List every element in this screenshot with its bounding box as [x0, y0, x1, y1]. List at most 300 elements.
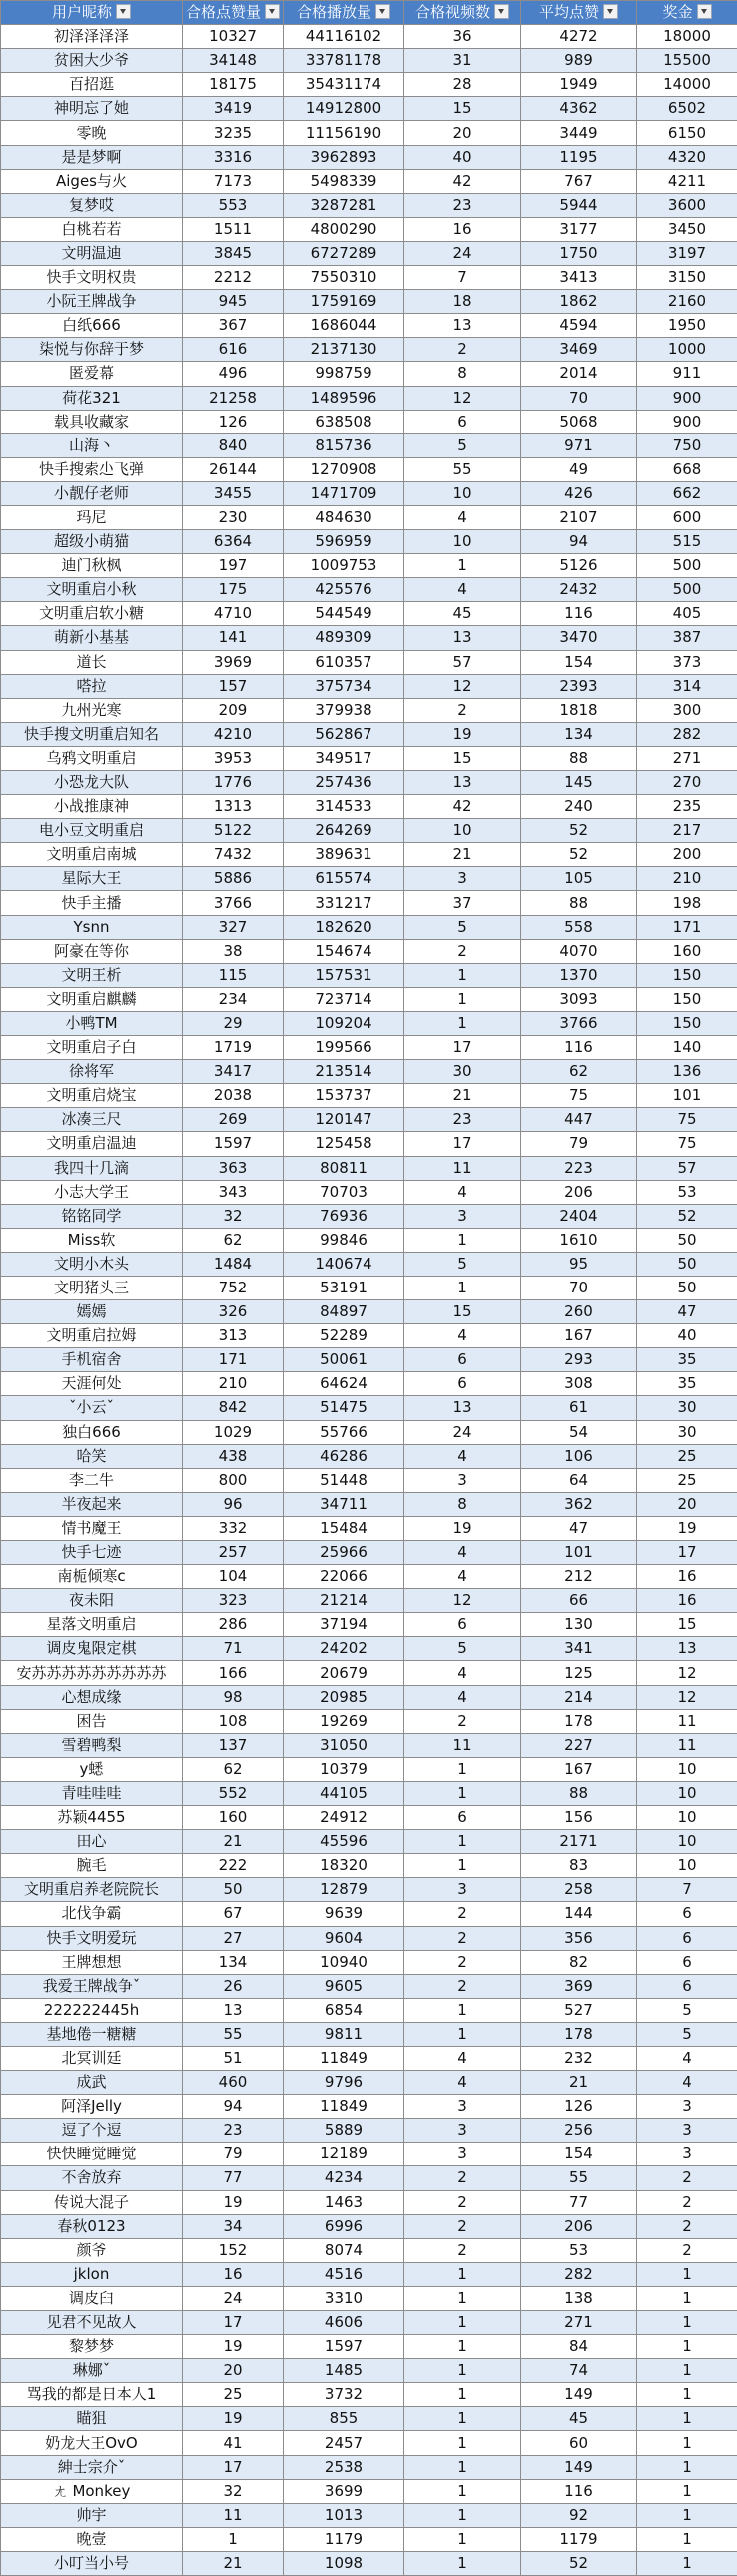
- cell-qualified-plays[interactable]: 22066: [284, 1565, 404, 1589]
- cell-nickname[interactable]: 哈笑: [1, 1444, 183, 1468]
- cell-bonus[interactable]: 150: [637, 1011, 737, 1035]
- cell-qualified-likes[interactable]: 1: [183, 2527, 284, 2551]
- cell-bonus[interactable]: 1: [637, 2407, 737, 2431]
- cell-qualified-likes[interactable]: 3419: [183, 97, 284, 121]
- cell-qualified-plays[interactable]: 120147: [284, 1108, 404, 1132]
- header-bonus[interactable]: 奖金: [637, 1, 737, 25]
- cell-average-likes[interactable]: 3469: [521, 338, 637, 362]
- cell-average-likes[interactable]: 52: [521, 819, 637, 843]
- cell-bonus[interactable]: 3: [637, 2095, 737, 2119]
- cell-average-likes[interactable]: 256: [521, 2119, 637, 2143]
- cell-qualified-videos[interactable]: 1: [404, 963, 521, 987]
- cell-average-likes[interactable]: 94: [521, 530, 637, 554]
- cell-bonus[interactable]: 16: [637, 1589, 737, 1613]
- cell-qualified-likes[interactable]: 62: [183, 1757, 284, 1781]
- cell-qualified-videos[interactable]: 4: [404, 1661, 521, 1685]
- cell-nickname[interactable]: 迪门秋枫: [1, 554, 183, 578]
- cell-bonus[interactable]: 10: [637, 1781, 737, 1805]
- cell-qualified-plays[interactable]: 31050: [284, 1733, 404, 1757]
- cell-bonus[interactable]: 373: [637, 650, 737, 674]
- cell-nickname[interactable]: Ysnn: [1, 915, 183, 939]
- cell-qualified-videos[interactable]: 4: [404, 2071, 521, 2095]
- cell-average-likes[interactable]: 369: [521, 1974, 637, 1998]
- cell-nickname[interactable]: 腕毛: [1, 1854, 183, 1878]
- cell-average-likes[interactable]: 74: [521, 2359, 637, 2383]
- cell-nickname[interactable]: 春秋0123: [1, 2214, 183, 2238]
- cell-average-likes[interactable]: 1818: [521, 698, 637, 722]
- cell-qualified-plays[interactable]: 562867: [284, 722, 404, 746]
- cell-bonus[interactable]: 1: [637, 2527, 737, 2551]
- cell-qualified-likes[interactable]: 4710: [183, 602, 284, 626]
- cell-nickname[interactable]: 青哇哇哇: [1, 1781, 183, 1805]
- cell-bonus[interactable]: 3150: [637, 266, 737, 290]
- cell-qualified-videos[interactable]: 2: [404, 1950, 521, 1974]
- cell-bonus[interactable]: 387: [637, 626, 737, 650]
- cell-average-likes[interactable]: 2404: [521, 1204, 637, 1228]
- cell-nickname[interactable]: 百招逛: [1, 73, 183, 97]
- cell-qualified-likes[interactable]: 752: [183, 1276, 284, 1299]
- cell-average-likes[interactable]: 138: [521, 2286, 637, 2310]
- cell-nickname[interactable]: 是是梦啊: [1, 145, 183, 169]
- cell-nickname[interactable]: 白桃若若: [1, 217, 183, 241]
- cell-qualified-likes[interactable]: 34: [183, 2214, 284, 2238]
- cell-bonus[interactable]: 20: [637, 1492, 737, 1516]
- cell-bonus[interactable]: 2: [637, 2214, 737, 2238]
- cell-qualified-plays[interactable]: 1597: [284, 2335, 404, 2359]
- cell-bonus[interactable]: 101: [637, 1084, 737, 1108]
- cell-qualified-plays[interactable]: 264269: [284, 819, 404, 843]
- cell-average-likes[interactable]: 167: [521, 1757, 637, 1781]
- cell-qualified-plays[interactable]: 1471709: [284, 481, 404, 505]
- cell-nickname[interactable]: 文明猪头三: [1, 1276, 183, 1299]
- cell-qualified-plays[interactable]: 257436: [284, 771, 404, 795]
- cell-qualified-plays[interactable]: 157531: [284, 963, 404, 987]
- cell-average-likes[interactable]: 125: [521, 1661, 637, 1685]
- cell-nickname[interactable]: 颜爷: [1, 2238, 183, 2262]
- cell-nickname[interactable]: 快手搜索尐飞弹: [1, 457, 183, 481]
- cell-average-likes[interactable]: 95: [521, 1252, 637, 1276]
- cell-qualified-videos[interactable]: 1: [404, 1781, 521, 1805]
- cell-qualified-videos[interactable]: 1: [404, 2479, 521, 2503]
- cell-bonus[interactable]: 3: [637, 2143, 737, 2166]
- cell-average-likes[interactable]: 116: [521, 602, 637, 626]
- cell-qualified-likes[interactable]: 160: [183, 1806, 284, 1830]
- cell-qualified-videos[interactable]: 4: [404, 2046, 521, 2070]
- cell-qualified-plays[interactable]: 1009753: [284, 554, 404, 578]
- cell-nickname[interactable]: 调皮臼: [1, 2286, 183, 2310]
- cell-qualified-plays[interactable]: 18320: [284, 1854, 404, 1878]
- cell-nickname[interactable]: 文明小木头: [1, 1252, 183, 1276]
- cell-average-likes[interactable]: 126: [521, 2095, 637, 2119]
- cell-qualified-videos[interactable]: 42: [404, 795, 521, 819]
- cell-qualified-likes[interactable]: 269: [183, 1108, 284, 1132]
- cell-nickname[interactable]: 骂我的都是日本人1: [1, 2383, 183, 2407]
- cell-average-likes[interactable]: 2107: [521, 505, 637, 529]
- cell-qualified-plays[interactable]: 21214: [284, 1589, 404, 1613]
- cell-qualified-videos[interactable]: 36: [404, 25, 521, 49]
- cell-qualified-videos[interactable]: 40: [404, 145, 521, 169]
- cell-qualified-likes[interactable]: 7173: [183, 169, 284, 193]
- cell-average-likes[interactable]: 116: [521, 2479, 637, 2503]
- cell-qualified-likes[interactable]: 326: [183, 1300, 284, 1324]
- cell-bonus[interactable]: 4211: [637, 169, 737, 193]
- cell-qualified-likes[interactable]: 21: [183, 2551, 284, 2575]
- cell-nickname[interactable]: 超级小萌猫: [1, 530, 183, 554]
- cell-nickname[interactable]: 神明忘了她: [1, 97, 183, 121]
- cell-qualified-likes[interactable]: 157: [183, 674, 284, 698]
- cell-bonus[interactable]: 1: [637, 2455, 737, 2479]
- cell-qualified-likes[interactable]: 5122: [183, 819, 284, 843]
- cell-qualified-videos[interactable]: 1: [404, 2431, 521, 2455]
- cell-nickname[interactable]: y蟋: [1, 1757, 183, 1781]
- cell-average-likes[interactable]: 130: [521, 1613, 637, 1637]
- cell-qualified-likes[interactable]: 3845: [183, 241, 284, 265]
- cell-qualified-plays[interactable]: 815736: [284, 433, 404, 457]
- cell-average-likes[interactable]: 426: [521, 481, 637, 505]
- cell-average-likes[interactable]: 88: [521, 891, 637, 915]
- cell-qualified-videos[interactable]: 13: [404, 314, 521, 338]
- cell-qualified-likes[interactable]: 552: [183, 1781, 284, 1805]
- cell-qualified-videos[interactable]: 1: [404, 1757, 521, 1781]
- cell-qualified-videos[interactable]: 1: [404, 2455, 521, 2479]
- cell-bonus[interactable]: 4: [637, 2071, 737, 2095]
- cell-nickname[interactable]: 小阮王牌战争: [1, 290, 183, 314]
- cell-qualified-likes[interactable]: 1029: [183, 1420, 284, 1444]
- cell-average-likes[interactable]: 101: [521, 1541, 637, 1565]
- cell-bonus[interactable]: 6150: [637, 121, 737, 145]
- cell-qualified-videos[interactable]: 21: [404, 843, 521, 867]
- cell-bonus[interactable]: 3450: [637, 217, 737, 241]
- cell-nickname[interactable]: 情书魔王: [1, 1516, 183, 1540]
- cell-qualified-likes[interactable]: 3766: [183, 891, 284, 915]
- cell-average-likes[interactable]: 77: [521, 2190, 637, 2214]
- cell-bonus[interactable]: 50: [637, 1252, 737, 1276]
- cell-nickname[interactable]: 徐将军: [1, 1060, 183, 1084]
- cell-average-likes[interactable]: 293: [521, 1348, 637, 1372]
- cell-qualified-plays[interactable]: 44105: [284, 1781, 404, 1805]
- cell-nickname[interactable]: 小恐龙大队: [1, 771, 183, 795]
- cell-bonus[interactable]: 515: [637, 530, 737, 554]
- cell-qualified-plays[interactable]: 314533: [284, 795, 404, 819]
- cell-qualified-plays[interactable]: 11156190: [284, 121, 404, 145]
- cell-nickname[interactable]: 九州光寒: [1, 698, 183, 722]
- cell-qualified-plays[interactable]: 12189: [284, 2143, 404, 2166]
- cell-nickname[interactable]: 文明重启南城: [1, 843, 183, 867]
- cell-average-likes[interactable]: 240: [521, 795, 637, 819]
- cell-nickname[interactable]: jklon: [1, 2262, 183, 2286]
- cell-qualified-plays[interactable]: 349517: [284, 746, 404, 770]
- cell-average-likes[interactable]: 149: [521, 2383, 637, 2407]
- cell-nickname[interactable]: 夜未阳: [1, 1589, 183, 1613]
- cell-qualified-plays[interactable]: 1485: [284, 2359, 404, 2383]
- cell-nickname[interactable]: 铭铭同学: [1, 1204, 183, 1228]
- cell-qualified-likes[interactable]: 840: [183, 433, 284, 457]
- cell-bonus[interactable]: 160: [637, 939, 737, 963]
- cell-bonus[interactable]: 5: [637, 1998, 737, 2022]
- cell-qualified-likes[interactable]: 17: [183, 2311, 284, 2335]
- cell-nickname[interactable]: 帅宇: [1, 2503, 183, 2527]
- cell-average-likes[interactable]: 3177: [521, 217, 637, 241]
- cell-qualified-likes[interactable]: 438: [183, 1444, 284, 1468]
- cell-bonus[interactable]: 2: [637, 2238, 737, 2262]
- cell-qualified-likes[interactable]: 104: [183, 1565, 284, 1589]
- cell-bonus[interactable]: 1: [637, 2431, 737, 2455]
- cell-qualified-likes[interactable]: 94: [183, 2095, 284, 2119]
- cell-qualified-videos[interactable]: 57: [404, 650, 521, 674]
- cell-average-likes[interactable]: 308: [521, 1372, 637, 1396]
- cell-bonus[interactable]: 1: [637, 2262, 737, 2286]
- cell-qualified-videos[interactable]: 24: [404, 1420, 521, 1444]
- cell-qualified-plays[interactable]: 638508: [284, 410, 404, 433]
- cell-bonus[interactable]: 6502: [637, 97, 737, 121]
- cell-qualified-plays[interactable]: 3699: [284, 2479, 404, 2503]
- cell-qualified-videos[interactable]: 1: [404, 2503, 521, 2527]
- cell-bonus[interactable]: 600: [637, 505, 737, 529]
- cell-qualified-plays[interactable]: 11849: [284, 2046, 404, 2070]
- cell-nickname[interactable]: 快手文明权贵: [1, 266, 183, 290]
- cell-qualified-plays[interactable]: 50061: [284, 1348, 404, 1372]
- cell-bonus[interactable]: 11: [637, 1709, 737, 1733]
- cell-nickname[interactable]: 田心: [1, 1830, 183, 1854]
- cell-qualified-likes[interactable]: 230: [183, 505, 284, 529]
- cell-bonus[interactable]: 75: [637, 1132, 737, 1156]
- cell-qualified-videos[interactable]: 19: [404, 1516, 521, 1540]
- cell-nickname[interactable]: 手机宿舍: [1, 1348, 183, 1372]
- cell-qualified-videos[interactable]: 2: [404, 939, 521, 963]
- cell-bonus[interactable]: 668: [637, 457, 737, 481]
- cell-bonus[interactable]: 1: [637, 2383, 737, 2407]
- cell-qualified-likes[interactable]: 19: [183, 2335, 284, 2359]
- cell-nickname[interactable]: 快手搜文明重启知名: [1, 722, 183, 746]
- cell-qualified-videos[interactable]: 16: [404, 217, 521, 241]
- cell-qualified-plays[interactable]: 4516: [284, 2262, 404, 2286]
- cell-qualified-likes[interactable]: 496: [183, 362, 284, 386]
- cell-qualified-plays[interactable]: 2457: [284, 2431, 404, 2455]
- cell-qualified-likes[interactable]: 616: [183, 338, 284, 362]
- cell-nickname[interactable]: 山海丶: [1, 433, 183, 457]
- cell-qualified-videos[interactable]: 15: [404, 746, 521, 770]
- cell-nickname[interactable]: 晚壹: [1, 2527, 183, 2551]
- cell-qualified-likes[interactable]: 77: [183, 2166, 284, 2190]
- cell-qualified-plays[interactable]: 99846: [284, 1228, 404, 1252]
- cell-bonus[interactable]: 270: [637, 771, 737, 795]
- cell-qualified-videos[interactable]: 31: [404, 49, 521, 73]
- cell-nickname[interactable]: 星际大王: [1, 867, 183, 891]
- cell-bonus[interactable]: 5: [637, 2022, 737, 2046]
- cell-qualified-videos[interactable]: 19: [404, 722, 521, 746]
- cell-qualified-videos[interactable]: 3: [404, 867, 521, 891]
- cell-qualified-likes[interactable]: 10327: [183, 25, 284, 49]
- cell-qualified-videos[interactable]: 4: [404, 1541, 521, 1565]
- cell-qualified-likes[interactable]: 234: [183, 987, 284, 1011]
- cell-qualified-likes[interactable]: 4210: [183, 722, 284, 746]
- cell-nickname[interactable]: 贫困大少爷: [1, 49, 183, 73]
- cell-bonus[interactable]: 15500: [637, 49, 737, 73]
- cell-qualified-plays[interactable]: 199566: [284, 1036, 404, 1060]
- header-nickname[interactable]: 用户昵称: [1, 1, 183, 25]
- cell-nickname[interactable]: 零晚: [1, 121, 183, 145]
- cell-bonus[interactable]: 1950: [637, 314, 737, 338]
- cell-qualified-plays[interactable]: 1270908: [284, 457, 404, 481]
- cell-qualified-plays[interactable]: 3310: [284, 2286, 404, 2310]
- cell-nickname[interactable]: 文明重启拉姆: [1, 1324, 183, 1348]
- cell-qualified-videos[interactable]: 4: [404, 578, 521, 602]
- cell-qualified-plays[interactable]: 10379: [284, 1757, 404, 1781]
- cell-bonus[interactable]: 19: [637, 1516, 737, 1540]
- cell-qualified-likes[interactable]: 1313: [183, 795, 284, 819]
- cell-nickname[interactable]: 白纸666: [1, 314, 183, 338]
- cell-nickname[interactable]: 柒悦与你辞于梦: [1, 338, 183, 362]
- cell-bonus[interactable]: 235: [637, 795, 737, 819]
- cell-nickname[interactable]: 小鸭TM: [1, 1011, 183, 1035]
- cell-nickname[interactable]: 星落文明重启: [1, 1613, 183, 1637]
- cell-average-likes[interactable]: 5068: [521, 410, 637, 433]
- cell-qualified-likes[interactable]: 323: [183, 1589, 284, 1613]
- cell-average-likes[interactable]: 82: [521, 1950, 637, 1974]
- cell-average-likes[interactable]: 154: [521, 2143, 637, 2166]
- cell-qualified-likes[interactable]: 3455: [183, 481, 284, 505]
- cell-qualified-plays[interactable]: 15484: [284, 1516, 404, 1540]
- cell-qualified-videos[interactable]: 15: [404, 97, 521, 121]
- cell-qualified-plays[interactable]: 51475: [284, 1396, 404, 1420]
- cell-average-likes[interactable]: 447: [521, 1108, 637, 1132]
- cell-qualified-videos[interactable]: 2: [404, 2238, 521, 2262]
- filter-dropdown-icon[interactable]: [697, 4, 712, 19]
- cell-qualified-likes[interactable]: 79: [183, 2143, 284, 2166]
- cell-qualified-likes[interactable]: 38: [183, 939, 284, 963]
- cell-nickname[interactable]: 电小豆文明重启: [1, 819, 183, 843]
- cell-nickname[interactable]: 不舍放弃: [1, 2166, 183, 2190]
- cell-qualified-videos[interactable]: 10: [404, 481, 521, 505]
- cell-average-likes[interactable]: 52: [521, 843, 637, 867]
- cell-qualified-plays[interactable]: 5889: [284, 2119, 404, 2143]
- cell-bonus[interactable]: 136: [637, 1060, 737, 1084]
- cell-qualified-plays[interactable]: 213514: [284, 1060, 404, 1084]
- cell-qualified-likes[interactable]: 20: [183, 2359, 284, 2383]
- cell-average-likes[interactable]: 223: [521, 1156, 637, 1180]
- cell-average-likes[interactable]: 64: [521, 1468, 637, 1492]
- cell-nickname[interactable]: 嗒拉: [1, 674, 183, 698]
- cell-qualified-videos[interactable]: 1: [404, 987, 521, 1011]
- cell-nickname[interactable]: 文明重启子白: [1, 1036, 183, 1060]
- cell-qualified-likes[interactable]: 800: [183, 1468, 284, 1492]
- cell-average-likes[interactable]: 60: [521, 2431, 637, 2455]
- cell-nickname[interactable]: 北冥训廷: [1, 2046, 183, 2070]
- cell-nickname[interactable]: 萌新小基基: [1, 626, 183, 650]
- cell-nickname[interactable]: 初泽泽泽泽: [1, 25, 183, 49]
- cell-nickname[interactable]: 荷花321: [1, 386, 183, 410]
- cell-qualified-plays[interactable]: 1463: [284, 2190, 404, 2214]
- cell-qualified-plays[interactable]: 34711: [284, 1492, 404, 1516]
- cell-average-likes[interactable]: 49: [521, 457, 637, 481]
- cell-nickname[interactable]: 文明重启软小糖: [1, 602, 183, 626]
- cell-qualified-videos[interactable]: 2: [404, 1709, 521, 1733]
- cell-qualified-likes[interactable]: 363: [183, 1156, 284, 1180]
- cell-qualified-plays[interactable]: 425576: [284, 578, 404, 602]
- cell-bonus[interactable]: 50: [637, 1276, 737, 1299]
- cell-average-likes[interactable]: 767: [521, 169, 637, 193]
- cell-qualified-plays[interactable]: 375734: [284, 674, 404, 698]
- cell-average-likes[interactable]: 53: [521, 2238, 637, 2262]
- cell-nickname[interactable]: 快手文明爱玩: [1, 1926, 183, 1950]
- cell-qualified-videos[interactable]: 1: [404, 1830, 521, 1854]
- cell-bonus[interactable]: 200: [637, 843, 737, 867]
- cell-average-likes[interactable]: 47: [521, 1516, 637, 1540]
- cell-nickname[interactable]: 嫣嫣: [1, 1300, 183, 1324]
- cell-qualified-plays[interactable]: 153737: [284, 1084, 404, 1108]
- cell-qualified-plays[interactable]: 998759: [284, 362, 404, 386]
- cell-average-likes[interactable]: 258: [521, 1878, 637, 1902]
- cell-qualified-plays[interactable]: 109204: [284, 1011, 404, 1035]
- cell-qualified-videos[interactable]: 2: [404, 338, 521, 362]
- cell-qualified-plays[interactable]: 489309: [284, 626, 404, 650]
- cell-qualified-videos[interactable]: 1: [404, 2022, 521, 2046]
- cell-qualified-likes[interactable]: 7432: [183, 843, 284, 867]
- cell-qualified-plays[interactable]: 140674: [284, 1252, 404, 1276]
- cell-bonus[interactable]: 1: [637, 2551, 737, 2575]
- cell-average-likes[interactable]: 3470: [521, 626, 637, 650]
- cell-nickname[interactable]: 北伐争霸: [1, 1902, 183, 1926]
- cell-qualified-likes[interactable]: 1719: [183, 1036, 284, 1060]
- cell-average-likes[interactable]: 106: [521, 1444, 637, 1468]
- cell-bonus[interactable]: 198: [637, 891, 737, 915]
- cell-qualified-likes[interactable]: 50: [183, 1878, 284, 1902]
- cell-qualified-likes[interactable]: 367: [183, 314, 284, 338]
- cell-qualified-plays[interactable]: 1489596: [284, 386, 404, 410]
- cell-qualified-likes[interactable]: 3316: [183, 145, 284, 169]
- cell-average-likes[interactable]: 282: [521, 2262, 637, 2286]
- cell-qualified-videos[interactable]: 24: [404, 241, 521, 265]
- cell-bonus[interactable]: 17: [637, 1541, 737, 1565]
- cell-nickname[interactable]: 文明温迪: [1, 241, 183, 265]
- cell-qualified-videos[interactable]: 1: [404, 2359, 521, 2383]
- cell-bonus[interactable]: 150: [637, 963, 737, 987]
- cell-average-likes[interactable]: 1750: [521, 241, 637, 265]
- header-qualified-likes[interactable]: 合格点赞量: [183, 1, 284, 25]
- cell-nickname[interactable]: 文明重启麒麟: [1, 987, 183, 1011]
- cell-nickname[interactable]: 文明重启烧宝: [1, 1084, 183, 1108]
- cell-qualified-videos[interactable]: 2: [404, 1974, 521, 1998]
- cell-qualified-likes[interactable]: 5886: [183, 867, 284, 891]
- cell-average-likes[interactable]: 4362: [521, 97, 637, 121]
- cell-average-likes[interactable]: 971: [521, 433, 637, 457]
- cell-average-likes[interactable]: 3449: [521, 121, 637, 145]
- cell-qualified-plays[interactable]: 1013: [284, 2503, 404, 2527]
- cell-qualified-plays[interactable]: 20985: [284, 1685, 404, 1709]
- cell-average-likes[interactable]: 88: [521, 1781, 637, 1805]
- cell-bonus[interactable]: 900: [637, 386, 737, 410]
- cell-bonus[interactable]: 30: [637, 1420, 737, 1444]
- cell-bonus[interactable]: 662: [637, 481, 737, 505]
- cell-nickname[interactable]: 困告: [1, 1709, 183, 1733]
- cell-qualified-plays[interactable]: 14912800: [284, 97, 404, 121]
- cell-average-likes[interactable]: 206: [521, 1180, 637, 1204]
- cell-average-likes[interactable]: 154: [521, 650, 637, 674]
- cell-nickname[interactable]: 成武: [1, 2071, 183, 2095]
- cell-bonus[interactable]: 271: [637, 746, 737, 770]
- cell-bonus[interactable]: 25: [637, 1444, 737, 1468]
- cell-bonus[interactable]: 1: [637, 2311, 737, 2335]
- cell-qualified-videos[interactable]: 12: [404, 386, 521, 410]
- cell-nickname[interactable]: 冰凑三尺: [1, 1108, 183, 1132]
- cell-qualified-likes[interactable]: 23: [183, 2119, 284, 2143]
- cell-qualified-likes[interactable]: 67: [183, 1902, 284, 1926]
- cell-qualified-plays[interactable]: 12879: [284, 1878, 404, 1902]
- cell-bonus[interactable]: 52: [637, 1204, 737, 1228]
- cell-average-likes[interactable]: 4594: [521, 314, 637, 338]
- cell-nickname[interactable]: 琳娜ˇ: [1, 2359, 183, 2383]
- cell-average-likes[interactable]: 271: [521, 2311, 637, 2335]
